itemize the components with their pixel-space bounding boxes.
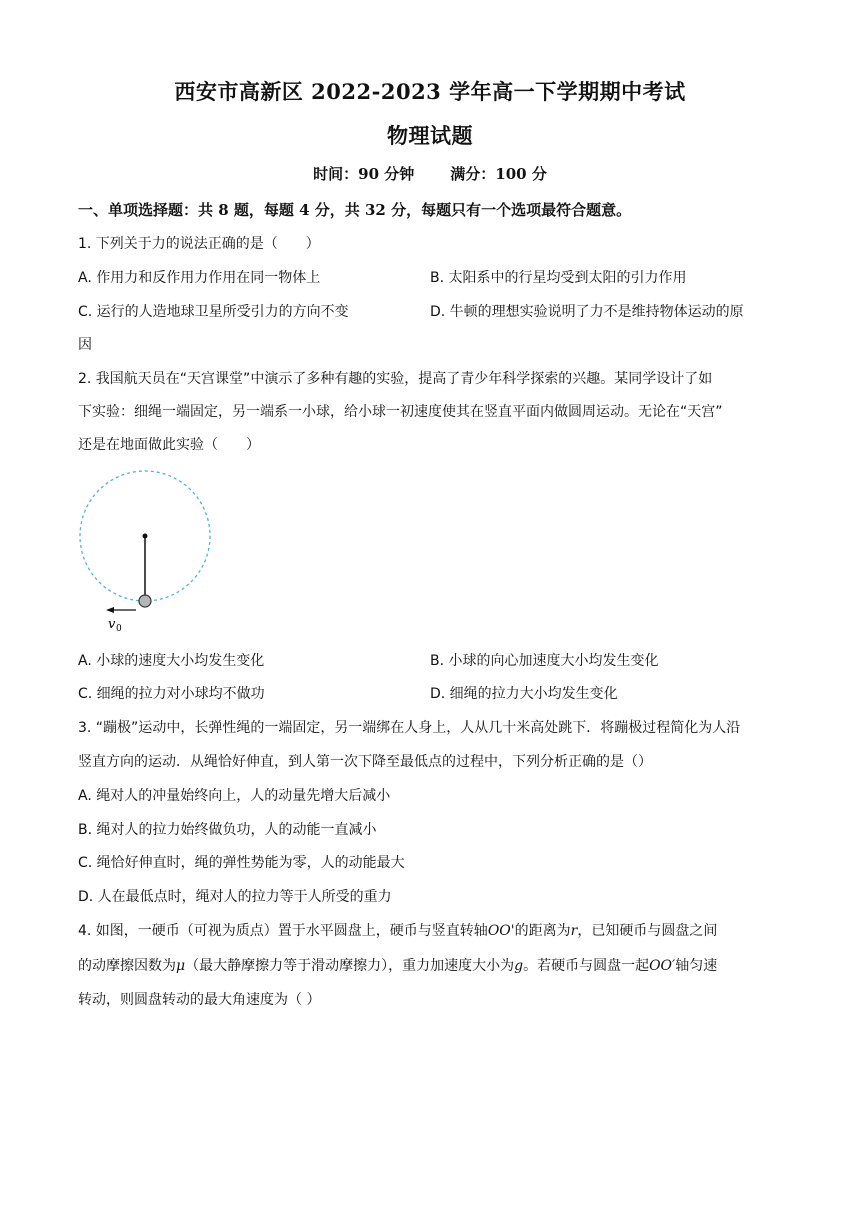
q3-stem-line1: 3. “蹦极”运动中，长弹性绳的一端固定，另一端绑在人身上，人从几十米高处跳下．将蹦极过程简化为人沿 [78,720,741,736]
q2-option-a: A. 小球的速度大小均发生变化 [78,653,265,669]
q4-text: 轴匀速 [675,958,718,974]
q4-text: ，已知硬币与圆盘之间 [577,923,718,939]
section-heading: 一、单项选择题：共 8 题，每题 4 分，共 32 分，每题只有一个选项最符合题意。 [78,201,632,219]
velocity-subscript: 0 [116,624,122,633]
exam-meta [0,163,860,184]
exam-subtitle: 物理试题 [387,123,473,148]
q2-option-d: D. 细绳的拉力大小均发生变化 [430,686,618,702]
q4-text: 4. 如图，一硬币（可视为质点）置于水平圆盘上，硬币与竖直转轴 [78,923,488,939]
q2-stem-line3: 还是在地面做此实验（ ） [78,437,260,453]
q1-option-d-continued: 因 [78,337,92,353]
q4-text: （最大静摩擦力等于滑动摩擦力），重力加速度大小为 [185,958,515,974]
q4-g-symbol: g [514,958,524,974]
q4-stem-line3: 转动，则圆盘转动的最大角速度为（ ） [78,992,321,1008]
q3-option-d: D. 人在最低点时，绳对人的拉力等于人所受的重力 [78,889,392,905]
q4-stem-line2 [78,955,717,975]
exam-title: 西安市高新区 2022-2023 学年高一下学期期中考试 [174,79,686,104]
velocity-label: v [108,617,116,632]
q4-text: 的距离为 [514,923,571,939]
q4-text: 。若硬币与圆盘一起 [523,958,650,974]
q4-mu-symbol: μ [176,958,186,974]
q1-option-a: A. 作用力和反作用力作用在同一物体上 [78,270,321,286]
q2-stem-line2: 下实验：细绳一端固定，另一端系一小球，给小球一初速度使其在竖直平面内做圆周运动。无论在“天宫” [78,404,723,420]
q2-option-b: B. 小球的向心加速度大小均发生变化 [430,653,659,669]
q2-option-c: C. 细绳的拉力对小球均不做功 [78,686,265,702]
q1-option-b: B. 太阳系中的行星均受到太阳的引力作用 [430,270,687,286]
q4-axis-symbol-2: OO′ [649,958,676,974]
q4-text: 的动摩擦因数为 [78,958,176,974]
q3-option-b: B. 绳对人的拉力始终做负功，人的动能一直减小 [78,822,377,838]
q4-stem-line1 [78,920,717,940]
exam-score: 满分：100 分 [450,165,547,183]
ball [139,595,151,607]
velocity-arrowhead [106,607,114,613]
q3-option-a: A. 绳对人的冲量始终向上，人的动量先增大后减小 [78,788,391,804]
q4-radius-symbol: r [570,923,578,939]
q1-option-d: D. 牛顿的理想实验说明了力不是维持物体运动的原 [430,304,744,320]
q1-option-c: C. 运行的人造地球卫星所受引力的方向不变 [78,304,349,320]
q3-stem-line2: 竖直方向的运动．从绳恰好伸直，到人第一次下降至最低点的过程中，下列分析正确的是（） [78,754,652,770]
q2-stem-line1: 2. 我国航天员在“天宫课堂”中演示了多种有趣的实验，提高了青少年科学探索的兴趣。某同学设计了如 [78,371,713,387]
q1-stem: 1. 下列关于力的说法正确的是（ ） [78,236,320,252]
q4-axis-symbol: OO' [487,923,515,939]
circular-motion-figure [78,468,218,633]
q3-option-c: C. 绳恰好伸直时，绳的弹性势能为零，人的动能最大 [78,855,405,871]
exam-time: 时间：90 分钟 [313,165,415,183]
